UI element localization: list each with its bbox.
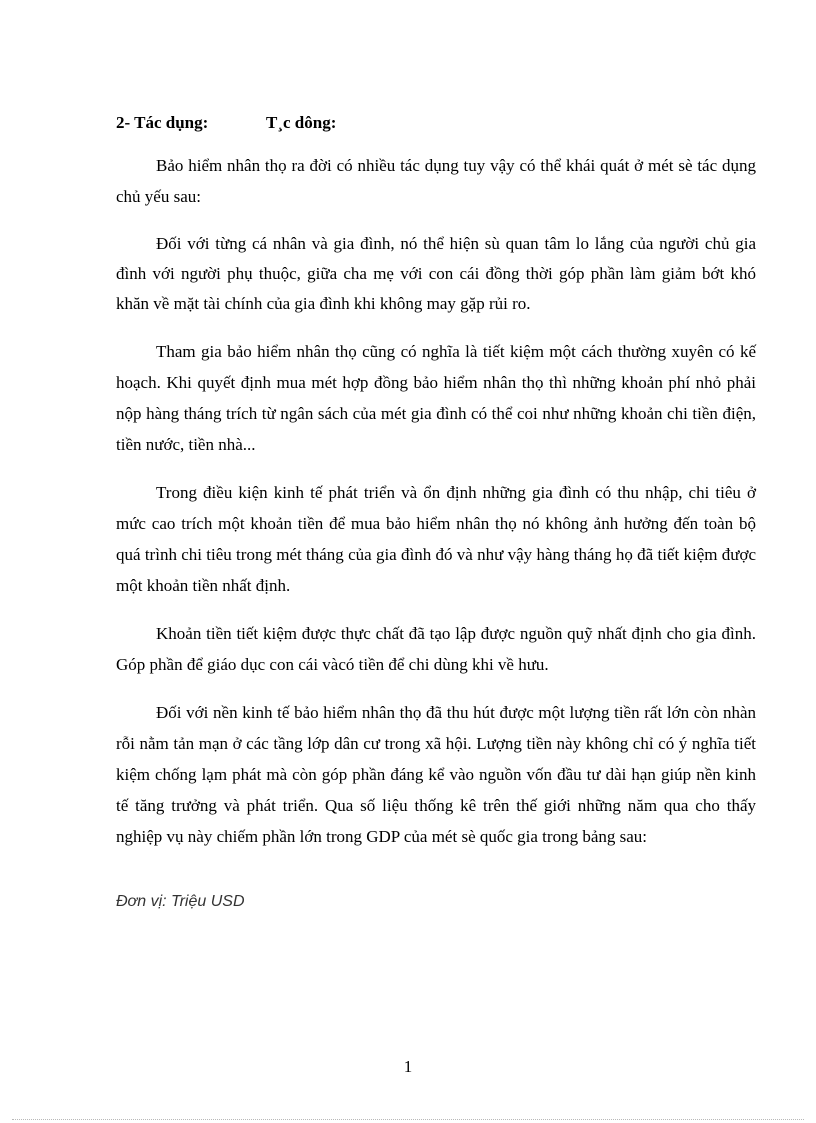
- body-text: [116, 150, 756, 869]
- paragraph: Trong điều kiện kinh tế phát triển và ổn định những gia đình có thu nhập, chi tiêu ở mức cao trích một khoản tiền để mua bảo hiểm nhân thọ nó không ảnh hưởng đến toàn bộ quá trình chi tiêu trong mét tháng của gia đình đó và như vậy hàng tháng họ đã tiết kiệm được một khoản tiền nhất định.: [116, 483, 756, 595]
- section-heading: [116, 113, 337, 133]
- paragraph: Khoản tiền tiết kiệm được thực chất đã tạo lập được nguồn quỹ nhất định cho gia đình. Góp phần để giáo dục con cái vàcó tiền để chi dùng khi về hưu.: [116, 624, 756, 674]
- paragraph: Đối với từng cá nhân và gia đình, nó thể hiện sù quan tâm lo lắng của người chủ gia đình với người phụ thuộc, giữa cha mẹ với con cái đồng thời góp phần làm giảm bớt khó khăn về mặt tài chính của gia đình khi không may gặp rủi ro.: [116, 234, 756, 313]
- page-number: 1: [403, 1057, 413, 1076]
- paragraph: Tham gia bảo hiểm nhân thọ cũng có nghĩa là tiết kiệm một cách thường xuyên có kế hoạch. Khi quyết định mua mét hợp đồng bảo hiểm nhân thọ thì những khoản phí nhỏ phải nộp hàng tháng trích từ ngân sách của mét gia đình có thể coi như những khoản chi tiền điện, tiền nước, tiền nhà...: [116, 342, 756, 454]
- footer-divider: [12, 1119, 804, 1120]
- paragraph: Đối với nền kinh tế bảo hiểm nhân thọ đã thu hút được một lượng tiền rất lớn còn nhàn rỗi nằm tản mạn ở các tầng lớp dân cư trong xã hội. Lượng tiền này không chỉ có ý nghĩa tiết kiệm chống lạm phát mà còn góp phần đáng kể vào nguồn vốn đầu tư dài hạn giúp nền kinh tế tăng trưởng và phát triển. Qua số liệu thống kê trên thế giới những năm qua cho thấy nghiệp vụ này chiếm phần lớn trong GDP của mét sè quốc gia trong bảng sau:: [116, 703, 756, 846]
- unit-label: Đơn vị: Triệu USD: [116, 893, 245, 910]
- section-heading-alt: T¸c dông:: [266, 113, 337, 132]
- section-heading-title: 2- Tác dụng:: [116, 113, 209, 132]
- paragraph: Bảo hiểm nhân thọ ra đời có nhiều tác dụng tuy vậy có thể khái quát ở mét sè tác dụng chủ yếu sau:: [116, 156, 756, 206]
